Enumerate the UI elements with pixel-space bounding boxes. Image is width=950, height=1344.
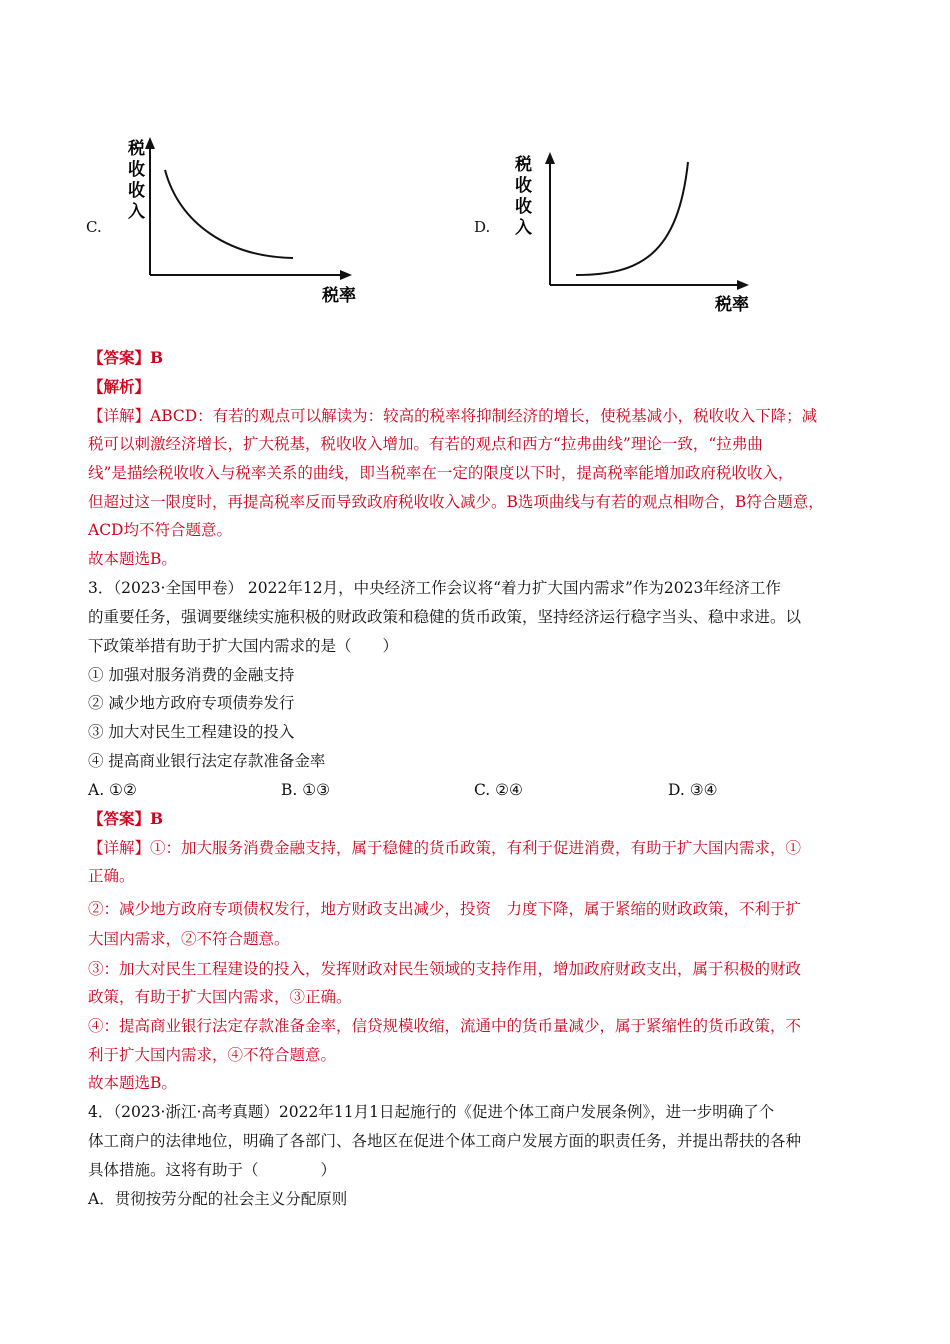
q2-detail-line-5: ACD均不符合题意。 xyxy=(88,521,232,539)
chart-d-ylabel-4: 入 xyxy=(515,218,532,238)
chart-d-ylabel-1: 税 xyxy=(515,155,532,175)
chart-c-ylabel-3: 收 xyxy=(128,181,145,201)
chart-c-ylabel-2: 收 xyxy=(128,160,145,180)
q3-option-c: C. ②④ xyxy=(474,781,523,799)
q2-conclusion: 故本题选B。 xyxy=(88,550,177,568)
chart-c-xlabel: 税率 xyxy=(322,286,356,306)
q2-analysis-heading: 【解析】 xyxy=(88,377,151,396)
q3-detail-line-8: 利于扩大国内需求，④不符合题意。 xyxy=(88,1046,337,1064)
q3-answer: 【答案】B xyxy=(88,809,164,828)
q3-detail-line-5: ③：加大对民生工程建设的投入，发挥财政对民生领域的支持作用，增加政府财政支出，属于积极的财政 xyxy=(88,960,802,978)
chart-d-x-arrow xyxy=(737,280,749,290)
chart-d-ylabel-2: 收 xyxy=(515,176,532,196)
q3-option-a: A. ①② xyxy=(88,781,137,799)
chart-d-curve xyxy=(576,162,688,275)
chart-d-ylabel-3: 收 xyxy=(515,197,532,217)
q3-stem-line-2: 的重要任务，强调要继续实施积极的财政政策和稳健的货币政策，坚持经济运行稳字当头、稳中求进。以 xyxy=(88,608,802,626)
q3-detail-line-2: 正确。 xyxy=(88,867,135,885)
q3-option-d: D. ③④ xyxy=(668,781,718,799)
q3-item-1: ① 加强对服务消费的金融支持 xyxy=(88,666,295,684)
q3-item-2: ② 减少地方政府专项债券发行 xyxy=(88,694,295,712)
q3-stem-line-3: 下政策举措有助于扩大国内需求的是（ ） xyxy=(88,637,399,655)
q2-detail-line-4: 但超过这一限度时，再提高税率反而导致政府税收收入减少。B选项曲线与有若的观点相吻合，B符合题意， xyxy=(88,493,824,511)
chart-c-ylabel-1: 税 xyxy=(128,139,145,159)
q3-detail-line-1: 【详解】①：加大服务消费金融支持，属于稳健的货币政策，有利于促进消费，有助于扩大国内需求，① xyxy=(88,839,802,857)
q4-option-a: A．贯彻按劳分配的社会主义分配原则 xyxy=(88,1190,348,1208)
chart-c-ylabel-4: 入 xyxy=(128,202,145,222)
q2-detail-line-1: 【详解】ABCD：有若的观点可以解读为：较高的税率将抑制经济的增长，使税基减小，税收收入下降；减 xyxy=(88,407,818,425)
chart-d-y-arrow xyxy=(545,152,555,164)
chart-c xyxy=(110,135,370,310)
option-c-label: C. xyxy=(86,218,102,236)
q2-detail-line-2: 税可以刺激经济增长，扩大税基，税收收入增加。有若的观点和西方“拉弗曲线”理论一致，“拉弗曲 xyxy=(88,435,763,453)
chart-c-y-arrow xyxy=(145,137,155,149)
chart-c-curve xyxy=(165,170,293,258)
q3-detail-line-3: ②：减少地方政府专项债权发行，地方财政支出减少，投资 力度下降，属于紧缩的财政政策，不利于扩 xyxy=(88,900,802,918)
q3-detail-line-7: ④：提高商业银行法定存款准备金率，信贷规模收缩，流通中的货币量减少，属于紧缩性的货币政策，不 xyxy=(88,1017,802,1035)
q3-conclusion: 故本题选B。 xyxy=(88,1074,177,1092)
q3-option-b: B. ①③ xyxy=(281,781,331,799)
q4-stem-line-3: 具体措施。这将有助于（ ） xyxy=(88,1161,337,1179)
q3-item-4: ④ 提高商业银行法定存款准备金率 xyxy=(88,752,326,770)
q3-stem-line-1: 3．（2023·全国甲卷） 2022年12月，中央经济工作会议将“着力扩大国内需求”作为2023年经济工作 xyxy=(88,579,781,597)
option-d-label: D. xyxy=(474,218,491,236)
chart-d-xlabel: 税率 xyxy=(715,295,749,315)
q4-stem-line-1: 4．（2023·浙江·高考真题）2022年11月1日起施行的《促进个体工商户发展条例》，进一步明确了个 xyxy=(88,1103,775,1121)
q2-detail-line-3: 线”是描绘税收收入与税率关系的曲线，即当税率在一定的限度以下时，提高税率能增加政府税收收入， xyxy=(88,464,794,482)
chart-d xyxy=(510,150,770,320)
chart-c-x-arrow xyxy=(340,270,352,280)
q2-answer: 【答案】B xyxy=(88,348,164,367)
q3-item-3: ③ 加大对民生工程建设的投入 xyxy=(88,723,295,741)
q3-detail-line-6: 政策，有助于扩大国内需求，③正确。 xyxy=(88,988,352,1006)
q3-detail-line-4: 大国内需求，②不符合题意。 xyxy=(88,930,290,948)
q4-stem-line-2: 体工商户的法律地位，明确了各部门、各地区在促进个体工商户发展方面的职责任务，并提出帮扶的各种 xyxy=(88,1132,802,1150)
